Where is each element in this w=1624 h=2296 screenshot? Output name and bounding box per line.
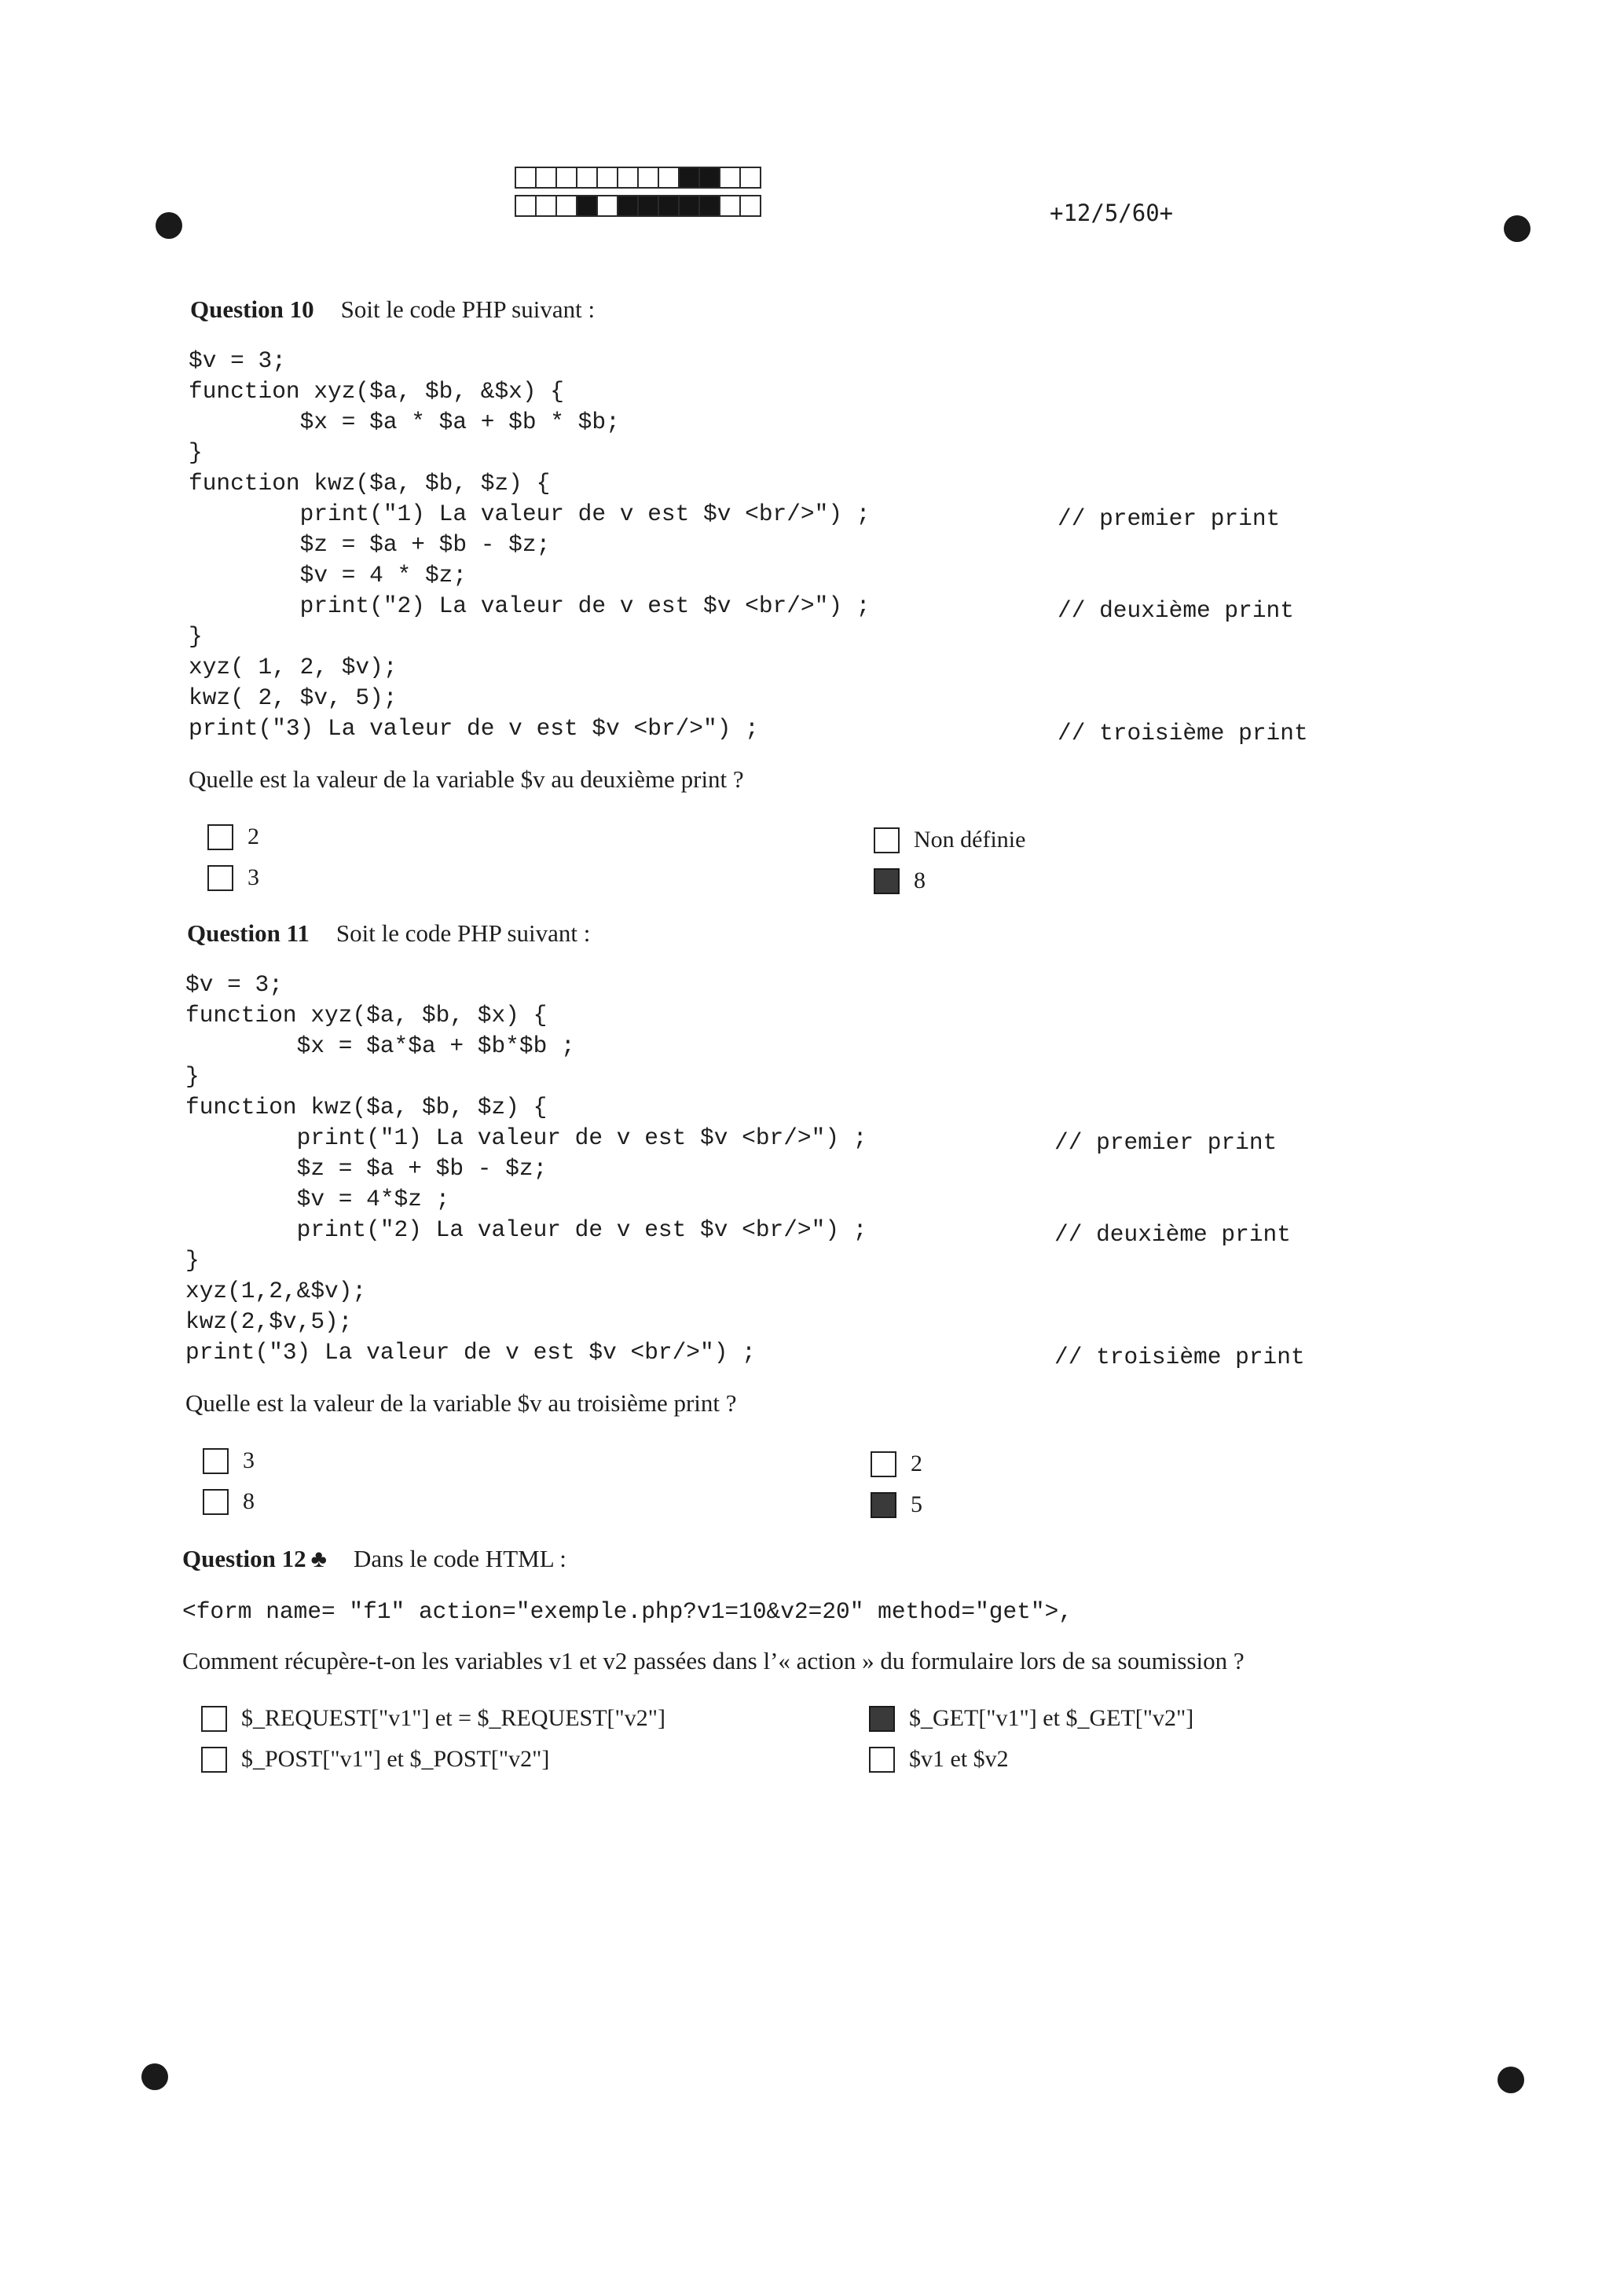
registration-mark-bottom-right <box>1498 2067 1524 2093</box>
question-12-prompt: Comment récupère-t-on les variables v1 et v2 passées dans l’« action » du formulaire lors de sa soumission ? <box>182 1647 1245 1674</box>
option-label: $_GET["v1"] et $_GET["v2"] <box>909 1705 1194 1731</box>
question-11-prompt: Quelle est la valeur de la variable $v au troisième print ? <box>185 1389 737 1417</box>
option-label: 2 <box>911 1451 922 1476</box>
checkbox[interactable] <box>201 1747 227 1773</box>
question-12-number: Question 12 <box>182 1545 306 1572</box>
checkbox[interactable] <box>871 1451 896 1477</box>
barcode-cell <box>515 167 537 189</box>
option-label: $_REQUEST["v1"] et = $_REQUEST["v2"] <box>241 1705 666 1731</box>
registration-mark-bottom-left <box>141 2063 168 2090</box>
barcode-cell <box>678 167 700 189</box>
question-11-code: $v = 3; function xyz($a, $b, $x) { $x = $a*$a + $b*$b ; } function kwz($a, $b, $z) { print("1) La valeur de v est $v <br/>") ; $z = $a + $b - $z; $v = 4*$z ; print("2) La valeur de v est $v <br/>") ; } xyz(1,2,&$v); kwz(2,$v,5); print("3) La valeur de v est $v <br/>") ; <box>185 971 867 1366</box>
checkbox[interactable] <box>203 1489 229 1515</box>
checkbox[interactable] <box>207 824 233 850</box>
registration-mark-top-right <box>1504 215 1531 242</box>
question-10-header <box>190 295 595 324</box>
question-11-intro: Soit le code PHP suivant : <box>335 919 591 947</box>
registration-mark-top-left <box>156 212 182 239</box>
checkbox[interactable] <box>874 827 900 853</box>
barcode-cell <box>658 195 680 217</box>
barcode-cell <box>555 195 577 217</box>
barcode-cell <box>555 167 577 189</box>
checkbox[interactable] <box>201 1706 227 1732</box>
question-10-comment-3: // troisième print <box>1058 720 1308 746</box>
question-10-option-4[interactable] <box>874 867 926 894</box>
barcode-cell <box>719 195 741 217</box>
barcode-cell <box>535 195 557 217</box>
question-12-option-4[interactable] <box>869 1746 1009 1773</box>
barcode-cell <box>658 167 680 189</box>
question-11-option-2[interactable] <box>203 1488 255 1515</box>
question-11-comment-2: // deuxième print <box>1054 1221 1291 1248</box>
option-label: Non définie <box>914 827 1026 853</box>
question-11-comment-3: // troisième print <box>1054 1344 1305 1370</box>
question-10-option-1[interactable] <box>207 823 259 850</box>
question-10-intro: Soit le code PHP suivant : <box>340 295 596 323</box>
club-icon: ♣ <box>310 1545 327 1572</box>
checkbox[interactable] <box>869 1706 895 1732</box>
question-12-option-2[interactable] <box>201 1746 549 1773</box>
question-11-comment-1: // premier print <box>1054 1129 1278 1156</box>
barcode-cell <box>698 195 720 217</box>
barcode-cell <box>576 195 598 217</box>
option-label: $_POST["v1"] et $_POST["v2"] <box>241 1746 550 1772</box>
barcode-cell <box>698 167 720 189</box>
question-12-code: <form name= "f1" action="exemple.php?v1=10&v2=20" method="get">, <box>182 1598 1072 1625</box>
option-label: 3 <box>247 864 259 890</box>
question-10-label: Question 10 <box>190 295 314 323</box>
question-11-header <box>187 919 590 948</box>
option-label: $v1 et $v2 <box>909 1746 1009 1772</box>
barcode-cell <box>739 167 761 189</box>
barcode-cell <box>535 167 557 189</box>
barcode-cell <box>515 195 537 217</box>
barcode-cell <box>637 195 659 217</box>
question-12-header <box>182 1545 566 1573</box>
question-12-label <box>182 1545 327 1572</box>
checkbox[interactable] <box>871 1492 896 1518</box>
question-10-option-2[interactable] <box>207 864 259 891</box>
checkbox[interactable] <box>874 868 900 894</box>
page-id: +12/5/60+ <box>1050 200 1174 226</box>
barcode-cell <box>739 195 761 217</box>
option-label: 5 <box>911 1491 922 1517</box>
barcode-row <box>515 195 760 218</box>
checkbox[interactable] <box>207 865 233 891</box>
barcode-cell <box>596 195 618 217</box>
question-12-intro: Dans le code HTML : <box>353 1545 566 1572</box>
question-12-option-1[interactable] <box>201 1705 665 1732</box>
question-10-comment-1: // premier print <box>1058 505 1281 532</box>
question-11-option-1[interactable] <box>203 1447 255 1474</box>
barcode-cell <box>637 167 659 189</box>
barcode-row <box>515 167 760 190</box>
question-12-option-3[interactable] <box>869 1705 1193 1732</box>
barcode-cell <box>678 195 700 217</box>
question-10-code: $v = 3; function xyz($a, $b, &$x) { $x = $a * $a + $b * $b; } function kwz($a, $b, $z) { print("1) La valeur de v est $v <br/>") ; $z = $a + $b - $z; $v = 4 * $z; print("2) La valeur de v est $v <br/>") ; } xyz( 1, 2, $v); kwz( 2, $v, 5); print("3) La valeur de v est $v <br/>") ; <box>189 347 871 742</box>
question-10-comment-2: // deuxième print <box>1058 597 1294 624</box>
checkbox[interactable] <box>869 1747 895 1773</box>
question-11-option-3[interactable] <box>871 1451 922 1477</box>
barcode-cell <box>617 167 639 189</box>
page-barcode <box>515 167 760 223</box>
question-11-label: Question 11 <box>187 919 310 947</box>
question-11-option-4[interactable] <box>871 1491 922 1518</box>
option-label: 2 <box>247 823 259 849</box>
option-label: 8 <box>243 1488 255 1514</box>
barcode-cell <box>719 167 741 189</box>
barcode-cell <box>596 167 618 189</box>
barcode-cell <box>576 167 598 189</box>
checkbox[interactable] <box>203 1448 229 1474</box>
question-10-prompt: Quelle est la valeur de la variable $v au deuxième print ? <box>189 765 744 793</box>
barcode-cell <box>617 195 639 217</box>
option-label: 3 <box>243 1447 255 1473</box>
question-10-option-3[interactable] <box>874 827 1025 853</box>
option-label: 8 <box>914 867 926 893</box>
